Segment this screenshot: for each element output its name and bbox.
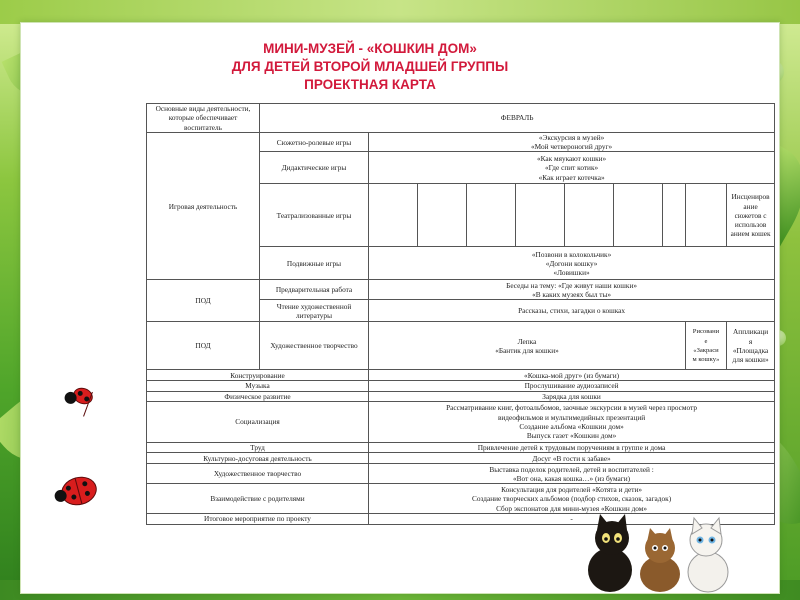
physical-content: Зарядка для кошки xyxy=(369,391,775,401)
empty-cell xyxy=(565,184,614,247)
theatre-games-content: Инсцениров ание сюжетов с использов анием кошек xyxy=(727,184,775,247)
moving-games-label: Подвижные игры xyxy=(260,247,369,280)
role-games-label: Сюжетно-ролевые игры xyxy=(260,132,369,152)
role-games-content: «Экскурсия в музей» «Мой четвероногий друг» xyxy=(369,132,775,152)
title-line-2: ДЛЯ ДЕТЕЙ ВТОРОЙ МЛАДШЕЙ ГРУППЫ xyxy=(231,59,509,74)
construct-label: Конструирование xyxy=(147,370,369,381)
empty-cell xyxy=(418,184,467,247)
header-month: ФЕВРАЛЬ xyxy=(260,104,775,133)
table-row xyxy=(147,132,775,152)
art2-label: Художественное творчество xyxy=(147,464,369,484)
labor-label: Труд xyxy=(147,443,369,453)
empty-cell xyxy=(467,184,516,247)
prelim-work-label: Предварительная работа xyxy=(260,280,369,300)
didactic-games-label: Дидактические игры xyxy=(260,152,369,184)
empty-cell xyxy=(663,184,686,247)
empty-cell xyxy=(614,184,663,247)
labor-content: Привлечение детей к трудовым поручениям в группе и дома xyxy=(369,443,775,453)
game-activity-label: Игровая деятельность xyxy=(147,132,260,280)
final-label: Итоговое мероприятие по проекту xyxy=(147,514,369,524)
reading-label: Чтение художественной литературы xyxy=(260,300,369,322)
table-row xyxy=(147,391,775,401)
cat-brown-icon xyxy=(640,528,680,592)
prelim-work-content: Беседы на тему: «Где живут наши кошки» «В каких музеях был ты» xyxy=(369,280,775,300)
cats-illustration xyxy=(580,490,740,595)
art-drawing-content: Рисовани е «Закраси м кошку» xyxy=(686,322,727,370)
reading-content: Рассказы, стихи, загадки о кошках xyxy=(369,300,775,322)
table-row xyxy=(147,322,775,370)
title-line-3: ПРОЕКТНАЯ КАРТА xyxy=(304,77,436,92)
table-row xyxy=(147,443,775,453)
table-row xyxy=(147,453,775,464)
music-content: Прослушивание аудиозаписей xyxy=(369,381,775,391)
socialization-label: Социализация xyxy=(147,402,369,443)
page-title xyxy=(170,40,570,94)
art-applique-content: Аппликаци я «Площадка для кошки» xyxy=(727,322,775,370)
table-row xyxy=(147,402,775,443)
theatre-games-label: Театрализованные игры xyxy=(260,184,369,247)
art-lepka-content: Лепка «Бантик для кошки» xyxy=(369,322,686,370)
table-row xyxy=(147,464,775,484)
art2-content: Выставка поделок родителей, детей и воспитателей : «Вот она, какая кошка…» (из бумаги) xyxy=(369,464,775,484)
leisure-label: Культурно-досуговая деятельность xyxy=(147,453,369,464)
table-row xyxy=(147,370,775,381)
physical-label: Физическое развитие xyxy=(147,391,369,401)
background-top-border xyxy=(0,0,800,24)
title-line-1: МИНИ-МУЗЕЙ - «КОШКИН ДОМ» xyxy=(263,41,477,56)
header-activity: Основные виды деятельности, которые обеспечивает воспитатель xyxy=(147,104,260,133)
table-row xyxy=(147,381,775,391)
cat-black-icon xyxy=(588,514,632,592)
pod-label-2: ПОД xyxy=(147,322,260,370)
music-label: Музыка xyxy=(147,381,369,391)
table-row xyxy=(147,280,775,300)
project-plan-table xyxy=(146,103,775,525)
table-row xyxy=(147,104,775,133)
parents-content: Консультация для родителей «Котята и дети» Создание творческих альбомов (подбор стихов, сказок, загадок) Сбор экспонатов для мини-музея «Кошкин дом» xyxy=(369,484,775,514)
empty-cell xyxy=(686,184,727,247)
empty-cell xyxy=(516,184,565,247)
final-content: - xyxy=(369,514,775,524)
cat-white-icon xyxy=(688,518,728,592)
leisure-content: Досуг «В гости к забаве» xyxy=(369,453,775,464)
art-label: Художественное творчество xyxy=(260,322,369,370)
pod-label: ПОД xyxy=(147,280,260,322)
empty-cell xyxy=(369,184,418,247)
didactic-games-content: «Как мяукают кошки» «Где спит котик» «Как играет котечка» xyxy=(369,152,775,184)
moving-games-content: «Позвони в колокольчик» «Догони кошку» «Ловишки» xyxy=(369,247,775,280)
construct-content: «Кошка-мой друг» (из бумаги) xyxy=(369,370,775,381)
socialization-content: Рассматривание книг, фотоальбомов, заочные экскурсии в музей через просмотр видеофильмов и мультимедийных презентаций Создание альбома «Кошкин дом» Выпуск газет «Кошкин дом» xyxy=(369,402,775,443)
parents-label: Взаимодействие с родителями xyxy=(147,484,369,514)
